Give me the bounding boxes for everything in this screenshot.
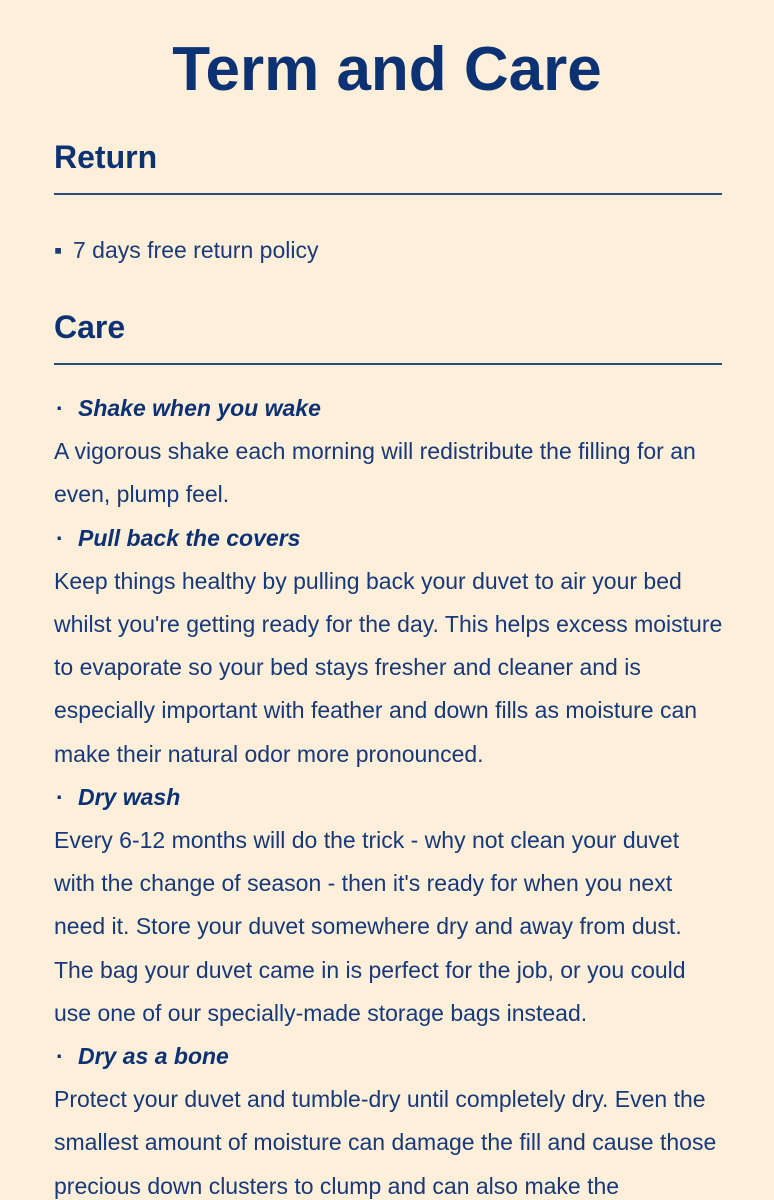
return-item xyxy=(54,234,318,266)
care-item-text: Keep things healthy by pulling back your duvet to air your bed whilst you're getting ready for the day. This helps excess moisture to evaporate so your bed stays fresher and cleaner and is especially important with feather and down fills as moisture can make their natural odor more pronounced. xyxy=(54,567,723,767)
return-heading: Return xyxy=(54,139,158,175)
page-title: Term and Care xyxy=(172,35,602,104)
care-item-title: Dry wash xyxy=(78,783,181,810)
care-item xyxy=(54,1035,726,1200)
care-item xyxy=(54,517,726,776)
bullet-icon: ▪ xyxy=(54,237,63,263)
care-item-title: Shake when you wake xyxy=(78,395,321,421)
return-item-text: 7 days free return policy xyxy=(73,237,319,263)
bullet-icon: · xyxy=(56,783,64,810)
care-divider xyxy=(54,363,722,365)
care-item-text: Protect your duvet and tumble-dry until completely dry. Even the smallest amount of moisture can damage the fill and cause those precious down clusters to clump and can also make the xyxy=(54,1086,717,1199)
care-item-title: Dry as a bone xyxy=(78,1043,229,1070)
bullet-icon: · xyxy=(56,395,64,421)
bullet-icon: · xyxy=(56,524,64,551)
return-divider xyxy=(54,193,722,195)
bullet-icon: · xyxy=(56,1043,64,1070)
care-heading: Care xyxy=(54,309,126,345)
care-list xyxy=(54,387,726,1200)
care-item-text: Every 6-12 months will do the trick - why not clean your duvet with the change of season - then it's ready for when you next need it. Store your duvet somewhere dry and away from dust. The bag your duvet came in is perfect for the job, or you could use one of our specially-made storage bags instead. xyxy=(54,827,686,1026)
care-item xyxy=(54,776,726,1035)
care-item xyxy=(54,387,726,517)
care-item-text: A vigorous shake each morning will redistribute the filling for an even, plump feel. xyxy=(54,438,696,508)
care-item-title: Pull back the covers xyxy=(78,524,301,551)
